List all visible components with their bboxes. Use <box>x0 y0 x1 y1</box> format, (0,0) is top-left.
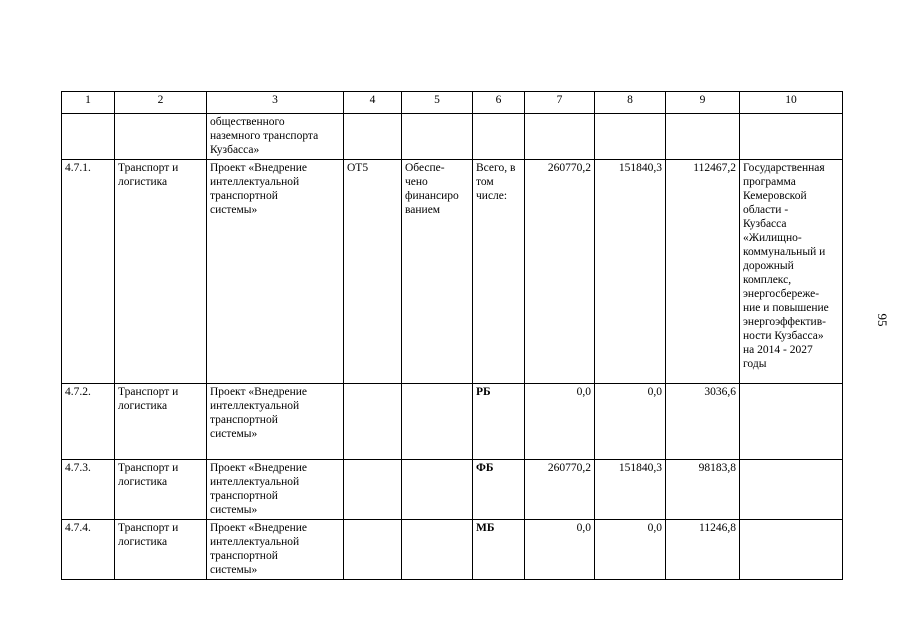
value-cell: 151840,3 <box>595 460 666 520</box>
program-cell <box>740 384 843 460</box>
value-cell <box>525 114 595 160</box>
row-number: 4.7.3. <box>62 460 115 520</box>
project-cell: Проект «Внедрение интеллектуальной транспортной системы» <box>207 460 344 520</box>
value-cell: 260770,2 <box>525 460 595 520</box>
page-number: 95 <box>875 313 890 327</box>
code-cell <box>344 460 402 520</box>
header-cell: 2 <box>115 92 207 114</box>
status-cell <box>402 520 473 580</box>
value-cell: 11246,8 <box>666 520 740 580</box>
row-number: 4.7.2. <box>62 384 115 460</box>
header-cell: 6 <box>473 92 525 114</box>
sector-cell: Транспорт и логистика <box>115 160 207 384</box>
table-row <box>62 384 843 460</box>
sector-cell <box>115 114 207 160</box>
header-cell: 1 <box>62 92 115 114</box>
project-cell: Проект «Внедрение интеллектуальной транспортной системы» <box>207 160 344 384</box>
project-cell: Проект «Внедрение интеллектуальной транспортной системы» <box>207 384 344 460</box>
value-cell: 112467,2 <box>666 160 740 384</box>
table-row <box>62 520 843 580</box>
sector-cell: Транспорт и логистика <box>115 384 207 460</box>
sector-cell: Транспорт и логистика <box>115 520 207 580</box>
status-cell <box>402 384 473 460</box>
header-cell: 4 <box>344 92 402 114</box>
value-cell: 0,0 <box>595 384 666 460</box>
header-row <box>62 92 843 114</box>
source-cell: РБ <box>473 384 525 460</box>
value-cell: 0,0 <box>525 384 595 460</box>
header-cell: 3 <box>207 92 344 114</box>
status-cell <box>402 114 473 160</box>
value-cell: 3036,6 <box>666 384 740 460</box>
code-cell: ОТ5 <box>344 160 402 384</box>
program-table <box>61 91 843 580</box>
value-cell: 98183,8 <box>666 460 740 520</box>
value-cell: 260770,2 <box>525 160 595 384</box>
header-cell: 10 <box>740 92 843 114</box>
source-cell: МБ <box>473 520 525 580</box>
program-cell <box>740 520 843 580</box>
table-row <box>62 460 843 520</box>
source-cell: ФБ <box>473 460 525 520</box>
status-cell <box>402 460 473 520</box>
source-cell <box>473 114 525 160</box>
program-cell <box>740 460 843 520</box>
row-number: 4.7.1. <box>62 160 115 384</box>
header-cell: 9 <box>666 92 740 114</box>
table-row <box>62 114 843 160</box>
header-cell: 7 <box>525 92 595 114</box>
project-cell: общественного наземного транспорта Кузбасса» <box>207 114 344 160</box>
table-row <box>62 160 843 384</box>
program-cell <box>740 114 843 160</box>
value-cell <box>666 114 740 160</box>
source-cell: Всего, в том числе: <box>473 160 525 384</box>
code-cell <box>344 114 402 160</box>
code-cell <box>344 520 402 580</box>
value-cell: 0,0 <box>525 520 595 580</box>
project-cell: Проект «Внедрение интеллектуальной транспортной системы» <box>207 520 344 580</box>
value-cell: 0,0 <box>595 520 666 580</box>
status-cell: Обеспе- чено финансиро ванием <box>402 160 473 384</box>
row-number: 4.7.4. <box>62 520 115 580</box>
header-cell: 5 <box>402 92 473 114</box>
row-number <box>62 114 115 160</box>
code-cell <box>344 384 402 460</box>
program-cell: Государственная программа Кемеровской области - Кузбасса «Жилищно- коммунальный и дорожный комплекс, энергосбереже- ние и повышение энергоэффектив- ности Кузбасса» на 2014 - 2027 годы <box>740 160 843 384</box>
value-cell: 151840,3 <box>595 160 666 384</box>
value-cell <box>595 114 666 160</box>
header-cell: 8 <box>595 92 666 114</box>
sector-cell: Транспорт и логистика <box>115 460 207 520</box>
